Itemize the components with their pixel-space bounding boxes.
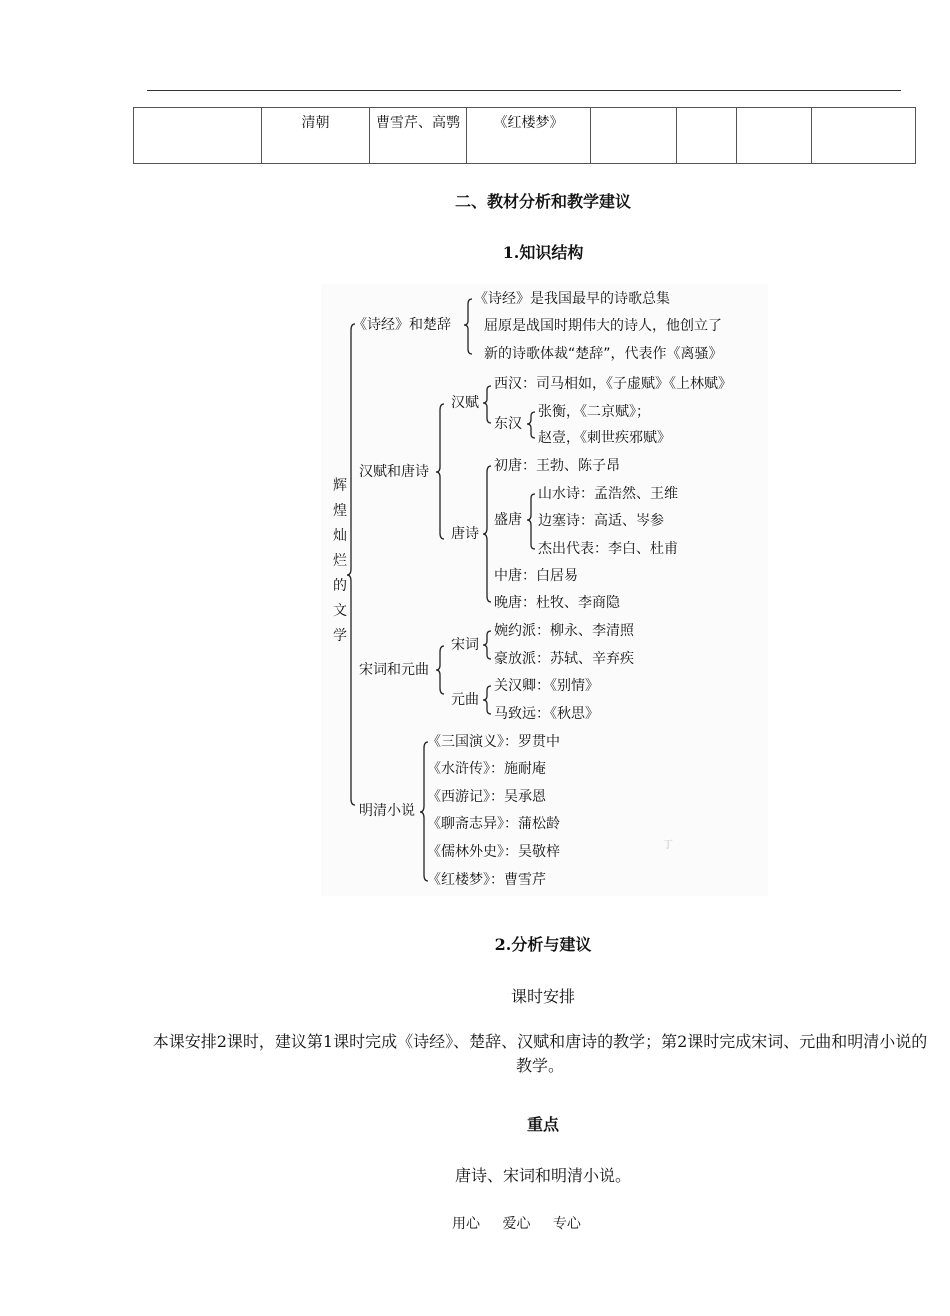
- node-item: 山水诗：孟浩然、王维: [538, 486, 678, 502]
- knowledge-structure-diagram: [321, 284, 768, 896]
- node-item: 西汉：司马相如，《子虚赋》《上林赋》: [494, 376, 732, 392]
- node-item: 张衡，《二京赋》；: [538, 404, 650, 420]
- node-shengtang: 盛唐: [494, 512, 522, 528]
- table-row: [134, 108, 916, 164]
- table-cell: [591, 108, 677, 164]
- root-char: 的: [333, 578, 347, 594]
- key-points-title: 重点: [526, 1115, 559, 1134]
- node-item: 《儒林外史》：吴敬梓: [427, 844, 560, 860]
- branch-mingqing-xiaoshuo: 明清小说: [359, 803, 415, 819]
- root-char: 文: [333, 603, 347, 619]
- lesson-plan-title: 课时安排: [510, 987, 575, 1006]
- table-cell-work: 《红楼梦》: [467, 108, 591, 164]
- lesson-plan-text: 本课安排2课时，建议第1课时完成《诗经》、楚辞、汉赋和唐诗的教学；第2课时完成宋词、元曲和明清小说的教学。: [152, 1032, 928, 1075]
- node-item: 屈原是战国时期伟大的诗人，他创立了: [484, 318, 722, 334]
- node-item: 中唐：白居易: [494, 568, 578, 584]
- node-item: 《红楼梦》：曹雪芹: [427, 872, 546, 888]
- svg-text:丁: 丁: [663, 840, 673, 851]
- footer-text: 专心: [552, 1216, 581, 1232]
- node-hanfu: 汉赋: [451, 395, 479, 411]
- node-item: 《三国演义》：罗贯中: [427, 734, 560, 750]
- branch-hanfu-tangshi: 汉赋和唐诗: [359, 464, 429, 480]
- root-char: 灿: [333, 528, 347, 544]
- table-cell: [737, 108, 812, 164]
- node-item: 新的诗歌体裁“楚辞”，代表作《离骚》: [484, 346, 723, 362]
- node-item: 《诗经》是我国最早的诗歌总集: [474, 291, 670, 307]
- table-cell: [677, 108, 737, 164]
- section-heading: 二、教材分析和教学建议: [454, 192, 631, 211]
- table-cell-author: 曹雪芹、高鹗: [370, 108, 467, 164]
- node-item: 婉约派：柳永、李清照: [494, 623, 634, 639]
- header-rule: [147, 90, 901, 91]
- node-tangshi: 唐诗: [451, 526, 479, 542]
- dynasty-table: [133, 107, 916, 164]
- node-item: 豪放派：苏轼、辛弃疾: [494, 651, 634, 667]
- node-yuanqu: 元曲: [451, 692, 479, 708]
- root-char: 辉: [333, 478, 347, 494]
- footer-text: 爱心: [502, 1216, 531, 1232]
- node-item: 边塞诗：高适、岑参: [538, 513, 664, 529]
- root-char: 煌: [333, 503, 347, 519]
- root-char: 烂: [333, 553, 347, 569]
- node-item: 杰出代表：李白、杜甫: [538, 541, 678, 557]
- node-donghan: 东汉: [494, 416, 522, 432]
- subheading-analysis: 2.分析与建议: [494, 935, 592, 954]
- node-item: 晚唐：杜牧、李商隐: [494, 595, 620, 611]
- table-cell: [812, 108, 916, 164]
- node-item: 《水浒传》：施耐庵: [427, 761, 546, 777]
- root-char: 学: [333, 628, 347, 644]
- table-cell-dynasty: 清朝: [262, 108, 370, 164]
- key-points-text: 唐诗、宋词和明清小说。: [454, 1166, 631, 1185]
- branch-songci-yuanqu: 宋词和元曲: [359, 662, 429, 678]
- node-item: 马致远：《秋思》: [494, 706, 599, 722]
- node-item: 关汉卿：《别情》: [494, 678, 599, 694]
- node-item: 初唐：王勃、陈子昂: [494, 458, 620, 474]
- branch-shijing-chuci: 《诗经》和楚辞: [353, 317, 451, 333]
- node-item: 《聊斋志异》：蒲松龄: [427, 816, 560, 832]
- subheading-knowledge-structure: 1.知识结构: [502, 243, 584, 262]
- node-songci: 宋词: [451, 637, 479, 653]
- node-item: 赵壹，《刺世疾邪赋》: [538, 430, 671, 446]
- node-item: 《西游记》：吴承恩: [427, 789, 546, 805]
- footer-text: 用心: [452, 1216, 480, 1232]
- table-cell: [134, 108, 262, 164]
- diagram-root-title: [330, 474, 350, 649]
- page-footer: [452, 1213, 599, 1233]
